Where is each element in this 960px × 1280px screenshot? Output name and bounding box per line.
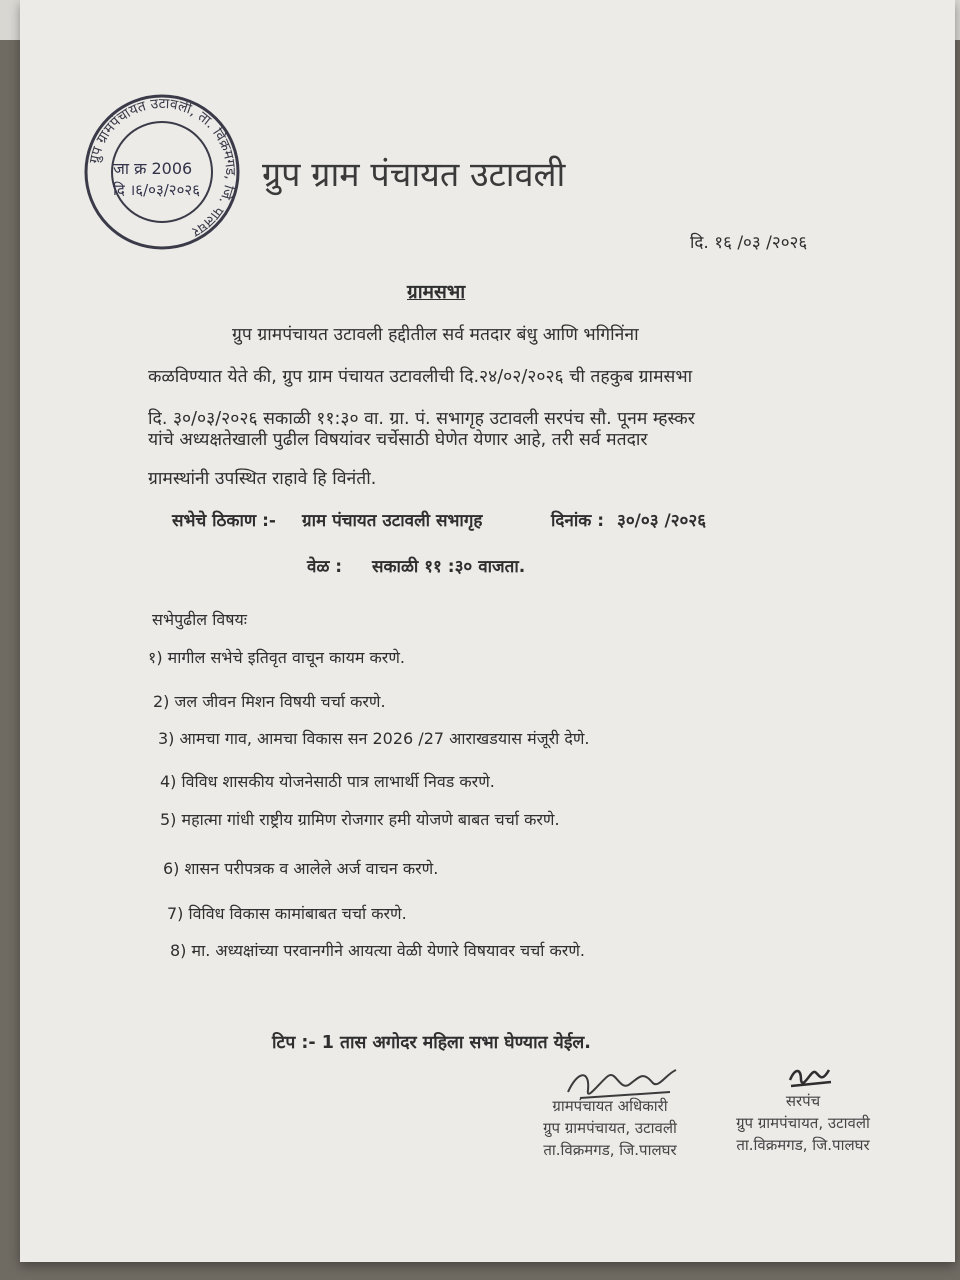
body-line: ग्रुप ग्रामपंचायत उटावली हद्दीतील सर्व मतदार बंधु आणि भगिनिंना [232,325,639,345]
sarpanch-signature-icon [785,1062,835,1092]
agenda-item: 4) विविध शासकीय योजनेसाठी पात्र लाभार्थी निवड करणे. [160,772,495,791]
meeting-time-value: सकाळी ११ :३० वाजता. [372,557,526,577]
stamp-number: जा क्र 2006 [113,159,193,178]
sarpanch-title: सरपंच [785,1092,821,1110]
agenda-item: 3) आमचा गाव, आमचा विकास सन 2026 /27 आराखडयास मंजूरी देणे. [158,729,590,748]
sarpanch-signature-block [712,1090,894,1156]
meeting-date-label: दिनांक : [551,511,605,531]
notice-heading: ग्रामसभा [407,281,466,303]
agenda-item: 2) जल जीवन मिशन विषयी चर्चा करणे. [153,692,386,711]
sarpanch-location: ता.विक्रमगड, जि.पालघर [736,1136,870,1154]
agenda-item: १) मागील सभेचे इतिवृत वाचून कायम करणे. [148,648,405,667]
meeting-date-value: ३०/०३ /२०२६ [617,511,707,531]
notice-date: दि. १६ /०३ /२०२६ [690,233,808,253]
body-line: ग्रामस्थांनी उपस्थित राहावे हि विनंती. [148,469,377,489]
officer-location: ता.विक्रमगड, जि.पालघर [543,1141,677,1159]
agenda-item: 5) महात्मा गांधी राष्ट्रीय ग्रामिण रोजगार हमी योजणे बाबत चर्चा करणे. [160,810,560,829]
body-line: दि. ३०/०३/२०२६ सकाळी ११:३० वा. ग्रा. पं. सभागृह उटावली सरपंच सौ. पूनम म्हस्कर [148,409,695,429]
stamp-date: दि ।६/०३/२०२६ [113,181,201,199]
agenda-item: 6) शासन परीपत्रक व आलेले अर्ज वाचन करणे. [163,859,439,878]
agenda-item: 7) विविध विकास कामांबाबत चर्चा करणे. [167,904,407,923]
officer-office: ग्रुप ग्रामपंचायत, उटावली [543,1119,677,1137]
letterhead-title: ग्रुप ग्राम पंचायत उटावली [262,155,566,195]
note-line: टिप :- 1 तास अगोदर महिला सभा घेण्यात येईल. [272,1033,591,1053]
agenda-heading: सभेपुढील विषयः [152,610,248,629]
stamp-ring-text: ग्रुप ग्रामपंचायत उटावली, ता. विक्रमगड, जि. पालघर [86,95,239,240]
body-line: कळविण्यात येते की, ग्रुप ग्राम पंचायत उटावलीची दि.२४/०२/२०२६ ची तहकुब ग्रामसभा [148,367,693,387]
officer-title: ग्रामपंचायत अधिकारी [552,1097,668,1115]
agenda-item: 8) मा. अध्यक्षांच्या परवानगीने आयत्या वेळी येणारे विषयावर चर्चा करणे. [170,941,586,960]
venue-label: सभेचे ठिकाण :- [172,511,276,531]
meeting-time-label: वेळ : [307,557,343,577]
body-line: यांचे अध्यक्षतेखाली पुढील विषयांवर चर्चेसाठी घेणेत येणार आहे, तरी सर्व मतदार [148,430,648,450]
officer-signature-block [500,1095,720,1161]
sarpanch-office: ग्रुप ग्रामपंचायत, उटावली [736,1114,870,1132]
venue-value: ग्राम पंचायत उटावली सभागृह [302,511,483,531]
